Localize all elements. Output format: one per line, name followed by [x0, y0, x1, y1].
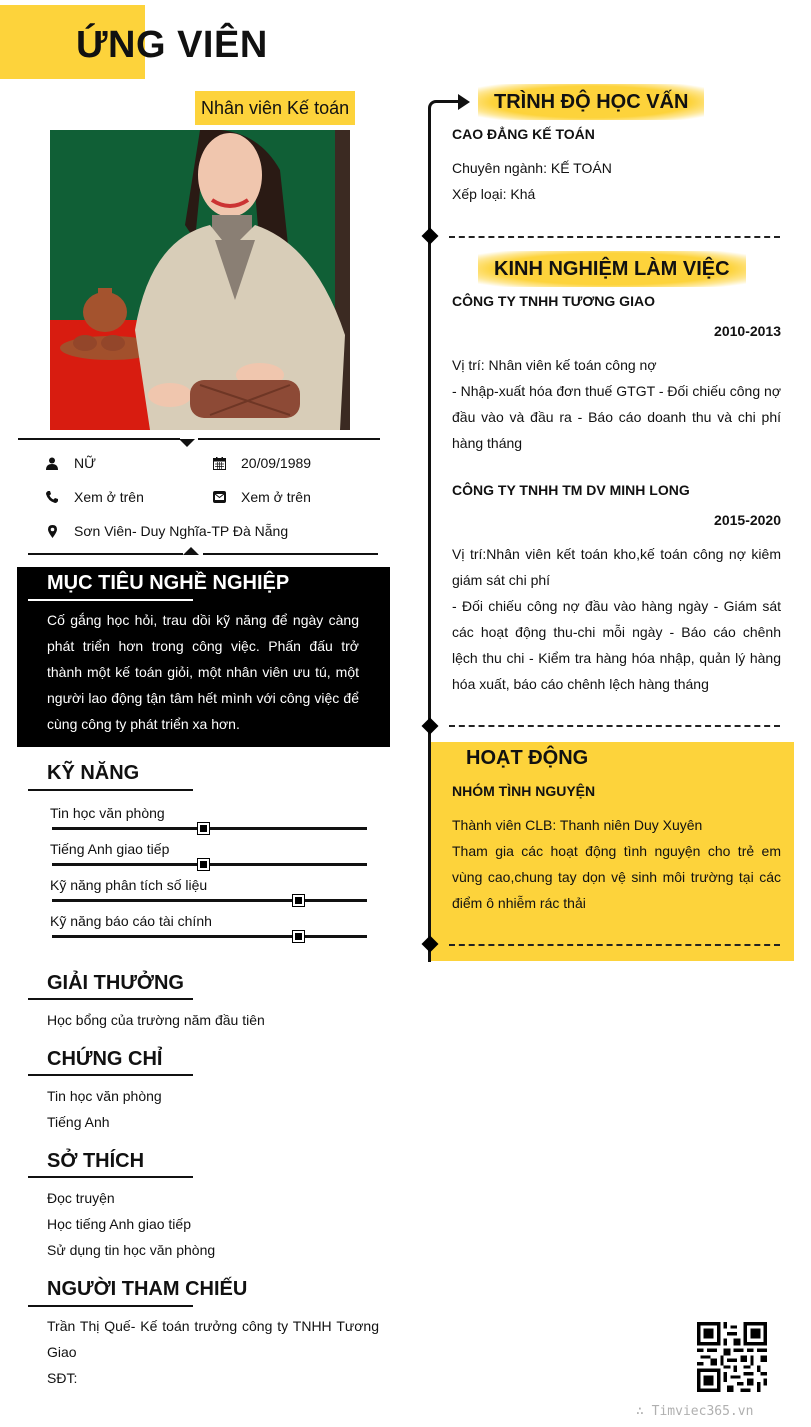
divider-caret-up: [183, 547, 199, 555]
calendar-icon: [212, 456, 226, 470]
contact-phone: [45, 489, 144, 505]
candidate-photo: [50, 130, 350, 430]
phone-icon: [45, 490, 59, 504]
awards-title: GIẢI THƯỞNG: [47, 972, 184, 994]
skill-bar: [52, 935, 367, 938]
address-value: Sơn Viên- Duy Nghĩa-TP Đà Nẵng: [74, 523, 289, 539]
activities-group: NHÓM TÌNH NGUYỆN: [452, 783, 596, 799]
certificate-item: Tiếng Anh: [47, 1114, 110, 1130]
skill-bar: [52, 827, 367, 830]
education-line: Xếp loại: Khá: [452, 186, 536, 202]
map-marker-icon: [45, 524, 59, 538]
awards-title-underline: [28, 998, 193, 1000]
references-title-underline: [28, 1305, 193, 1307]
hobbies-title: SỞ THÍCH: [47, 1150, 145, 1172]
reference-item: Trần Thị Quế- Kế toán trưởng công ty TNHH Tương Giao: [47, 1318, 379, 1360]
hobbies-title-underline: [28, 1176, 193, 1178]
skills-title: KỸ NĂNG: [47, 762, 140, 784]
experience-company: CÔNG TY TNHH TƯƠNG GIAO: [452, 293, 655, 309]
divider-top-right: [198, 438, 380, 440]
gender-value: NỮ: [74, 455, 97, 471]
dashed-divider: [449, 725, 780, 727]
experience-position: Vị trí:Nhân viên kết toán kho,kế toán công nợ kiêm giám sát chi phí: [452, 546, 781, 588]
contact-gender: [45, 455, 96, 471]
page-title: ỨNG VIÊN: [76, 24, 268, 66]
reference-phone: SĐT:: [47, 1370, 78, 1386]
experience-position: Vị trí: Nhân viên kế toán công nợ: [452, 357, 657, 373]
user-icon: [45, 456, 59, 470]
skill-label: Kỹ năng báo cáo tài chính: [50, 913, 212, 929]
experience-period: 2010-2013: [714, 323, 781, 339]
divider-bottom-right: [203, 553, 378, 555]
qr-code: [697, 1322, 767, 1392]
skill-level-marker: [198, 859, 209, 870]
skill-label: Tiếng Anh giao tiếp: [50, 841, 170, 857]
watermark: ∴ Timviec365.vn: [636, 1404, 754, 1419]
experience-title: KINH NGHIỆM LÀM VIỆC: [478, 251, 746, 287]
skills-title-underline: [28, 789, 193, 791]
divider-caret-down: [179, 439, 195, 447]
certificate-item: Tin học văn phòng: [47, 1088, 162, 1104]
activities-role: Thành viên CLB: Thanh niên Duy Xuyên: [452, 817, 703, 833]
skill-level-marker: [293, 895, 304, 906]
birthday-value: 20/09/1989: [241, 455, 312, 471]
divider-top-left: [18, 438, 180, 440]
skill-bar: [52, 863, 367, 866]
activities-title: HOẠT ĐỘNG: [466, 747, 589, 769]
skill-bar: [52, 899, 367, 902]
skill-label: Kỹ năng phân tích số liệu: [50, 877, 208, 893]
contact-email: [212, 489, 311, 505]
experience-period: 2015-2020: [714, 512, 781, 528]
contact-address: [45, 523, 288, 539]
dashed-divider: [449, 236, 780, 238]
phone-value: Xem ở trên: [74, 489, 144, 505]
experience-details: - Nhập-xuất hóa đơn thuế GTGT - Đối chiếu công nợ đầu vào và đầu ra - Báo cáo doanh thu và chi phí hàng tháng: [452, 383, 781, 451]
award-item: Học bổng của trường năm đầu tiên: [47, 1012, 265, 1028]
experience-details: - Đối chiếu công nợ đầu vào hàng ngày - Giám sát các hoạt động thu-chi mỗi ngày - Báo cáo chênh lệch thu chi - Kiểm tra hàng hóa nhập, quản lý hàng hóa xuất, báo cáo chênh lệch hàng tháng: [452, 598, 781, 692]
objective-text: Cố gắng học hỏi, trau dồi kỹ năng để ngày càng phát triển hơn trong công việc. Phấn đấu trở thành một kế toán giỏi, một nhân viên ưu tú, một người lao động tận tâm hết mình với công việc để cùng công ty phát triển xa hơn.: [47, 612, 359, 732]
skill-level-marker: [198, 823, 209, 834]
education-line: Chuyên ngành: KẾ TOÁN: [452, 160, 612, 176]
certificates-title-underline: [28, 1074, 193, 1076]
activities-details: Tham gia các hoạt động tình nguyện cho trẻ em vùng cao,chung tay dọn vệ sinh môi trường tại các điểm ô nhiễm rác thải: [452, 843, 781, 911]
objective-title: MỤC TIÊU NGHỀ NGHIỆP: [47, 572, 290, 594]
objective-title-underline: [28, 599, 193, 601]
email-icon: [212, 490, 226, 504]
education-school: CAO ĐẲNG KẾ TOÁN: [452, 126, 595, 142]
experience-company: CÔNG TY TNHH TM DV MINH LONG: [452, 482, 690, 498]
divider-bottom-left: [28, 553, 183, 555]
job-title-badge: Nhân viên Kế toán: [195, 91, 355, 125]
email-value: Xem ở trên: [241, 489, 311, 505]
skill-level-marker: [293, 931, 304, 942]
dashed-divider: [449, 944, 780, 946]
timeline-diamond: [422, 718, 439, 735]
contact-birthday: [212, 455, 311, 471]
arrow-right-icon: [458, 94, 470, 110]
hobby-item: Đọc truyện: [47, 1190, 115, 1206]
education-title: TRÌNH ĐỘ HỌC VẤN: [478, 84, 704, 120]
references-title: NGƯỜI THAM CHIẾU: [47, 1278, 248, 1300]
certificates-title: CHỨNG CHỈ: [47, 1048, 163, 1070]
hobby-item: Sử dụng tin học văn phòng: [47, 1242, 216, 1258]
timeline-diamond: [422, 228, 439, 245]
hobby-item: Học tiếng Anh giao tiếp: [47, 1216, 191, 1232]
skill-label: Tin học văn phòng: [50, 805, 165, 821]
